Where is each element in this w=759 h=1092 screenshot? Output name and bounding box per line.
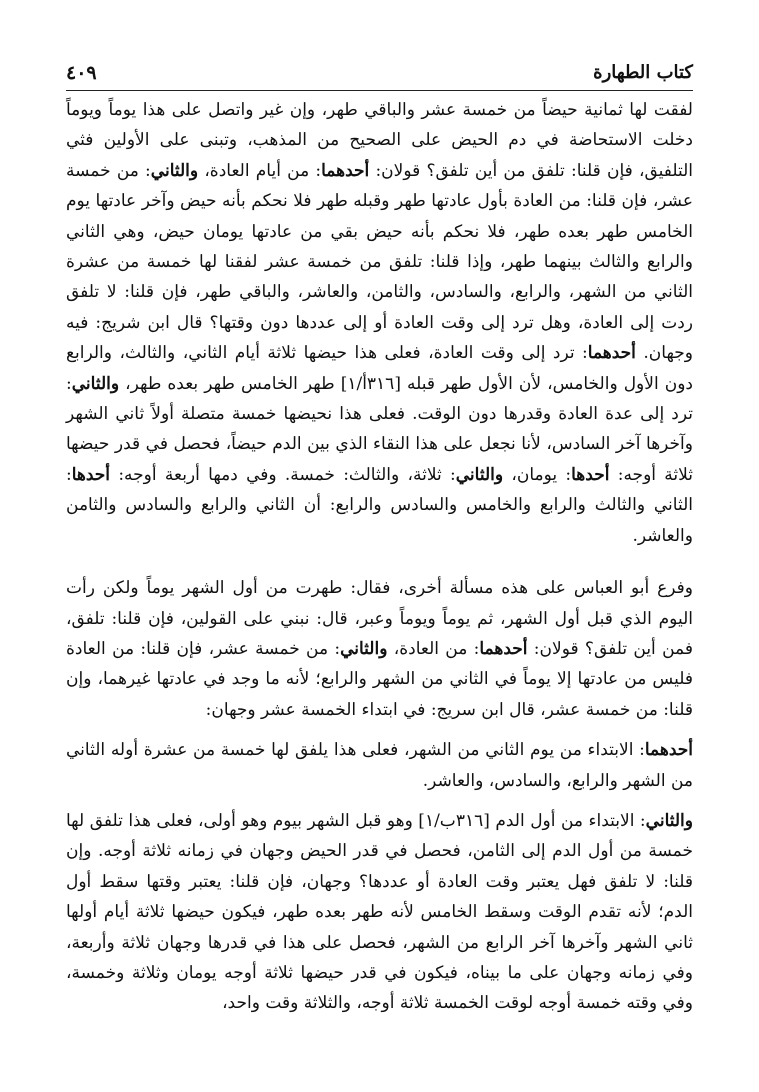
- bold-keyword: أحدهما: [644, 740, 693, 761]
- bold-keyword: والثاني: [340, 638, 388, 659]
- text-segment: : من خمسة عشر، فإن قلنا: من العادة فليس من عادتها إلا يوماً في الثاني من الشهر والرابع؛ لأنه ما وجد في عادتها غيرهما، وإن قلنا: من خمسة عشر، قال ابن سريج: في ابتداء الخمسة عشر وجهان:: [66, 638, 693, 720]
- text-segment: : الابتداء من أول الدم [٣١٦ب/١] وهو قبل الشهر بيوم وهو أولى، فعلى هذا تلفق لها خمسة من أول الدم إلى الثامن، فحصل في قدر الحيض وجهان في زمانه ثلاثة أوجه. وإن قلنا: لا تلفق فهل يعتبر وقت العادة أو عددها؟ وجهان، فإن قلنا: يعتبر وقتها سقط أول الدم؛ لأنه تقدم الوقت وسقط الخامس لأنه طهر بعده طهر، فيكون حيضها ثلاثة أيام أولها ثاني الشهر وآخرها آخر الرابع من الشهر، فحصل على هذا في قدرها وجهان ثلاثة وأربعة، وفي زمانه وجهان على ما بيناه، فيكون في قدر حيضها ثلاثة أوجه يومان وثلاثة وخمسة، وفي وقته خمسة أوجه لوقت الخمسة ثلاثة أوجه، والثلاثة وقت واحد،: [66, 810, 693, 1014]
- bold-keyword: والثاني: [455, 464, 504, 485]
- text-segment: : من العادة،: [387, 638, 480, 659]
- text-segment: : من خمسة عشر، فإن قلنا: من العادة بأول عادتها طهر وقبله طهر فلا نحكم بأنه حيض وآخر عادتها يوم الخامس طهر بعده طهر، فلا نحكم بأنه حيض بقي من عادتها يومان حيض، وهي الثاني والرابع والثالث بينهما طهر، وإذا قلنا: تلفق من خمسة عشر لفقنا لها خمسة من عشرة الثاني من الشهر، والرابع، والسادس، والثامن، والعاشر، والباقي طهر، فإن قلنا: لا تلفق ردت إلى العادة، وهل ترد إلى وقت العادة أو إلى عددها دون وقتها؟ قال ابن شريج: فيه وجهان.: [66, 160, 693, 364]
- text-segment: لفقت لها ثمانية حيضاً من خمسة عشر والباقي طهر، وإن غير واتصل على هذا يوماً ويوماً دخلت الاستحاضة في دم الحيض على الصحيح من المذهب، وتبنى على الأولين فثي التلفيق، فإن قلنا: تلفق من أين تلفق؟ قولان:: [66, 100, 694, 181]
- page-body: [66, 95, 693, 1019]
- bold-keyword: أحدهما: [479, 638, 528, 659]
- paragraph-4: [66, 806, 693, 1019]
- bold-keyword: والثاني: [150, 160, 199, 181]
- text-segment: : من أيام العادة،: [198, 160, 322, 181]
- bold-keyword: أحدها: [71, 464, 111, 485]
- text-segment: : ترد إلى عدة العادة وقدرها دون الوقت. فعلى هذا نحيضها خمسة متصلة أولاً ثاني الشهر وآخرها آخر السادس، لأنا نجعل على هذا النقاء الذي بين الدم حيضاً، فحصل في قدر حيضها ثلاثة أوجه:: [66, 373, 694, 485]
- paragraph-2: [66, 573, 693, 725]
- bold-keyword: والثاني: [71, 373, 120, 394]
- text-segment: : ترد إلى وقت العادة، فعلى هذا حيضها ثلاثة أيام الثاني، والثالث، والرابع دون الأول والخامس، لأن الأول طهر قبله [٣١٦أ/١] طهر الخامس طهر بعده طهر،: [66, 343, 693, 394]
- bold-keyword: أحدهما: [321, 160, 370, 181]
- paragraph-3: [66, 735, 693, 796]
- text-segment: : يومان،: [503, 464, 572, 485]
- running-title: كتاب الطهارة: [593, 62, 693, 83]
- text-segment: : ثلاثة، والثالث: خمسة. وفي دمها أربعة أوجه:: [110, 464, 456, 485]
- text-segment: : الابتداء من يوم الثاني من الشهر، فعلى هذا يلفق لها خمسة من عشرة أوله الثاني من الشهر والرابع، والسادس، والعاشر.: [66, 740, 693, 791]
- paragraph-1: [66, 95, 693, 551]
- text-segment: : الثاني والثالث والرابع والخامس والسادس والرابع: أن الثاني والرابع والسادس والثامن والعاشر.: [66, 464, 693, 546]
- bold-keyword: والثاني: [645, 810, 693, 831]
- page-header: [66, 58, 693, 92]
- header-rule: [66, 90, 693, 91]
- text-segment: وفرع أبو العباس على هذه مسألة أخرى، فقال: طهرت من أول الشهر يوماً ولكن رأت اليوم الذي قبل أول الشهر، ثم يوماً ويوماً وعبر، قال: نبني على القولين، فإن قلنا: تلفق، فمن أين تلفق؟ قولان:: [66, 578, 693, 659]
- bold-keyword: أحدهما: [587, 343, 636, 364]
- page-number: ٤٠٩: [66, 62, 97, 84]
- bold-keyword: أحدها: [571, 464, 610, 485]
